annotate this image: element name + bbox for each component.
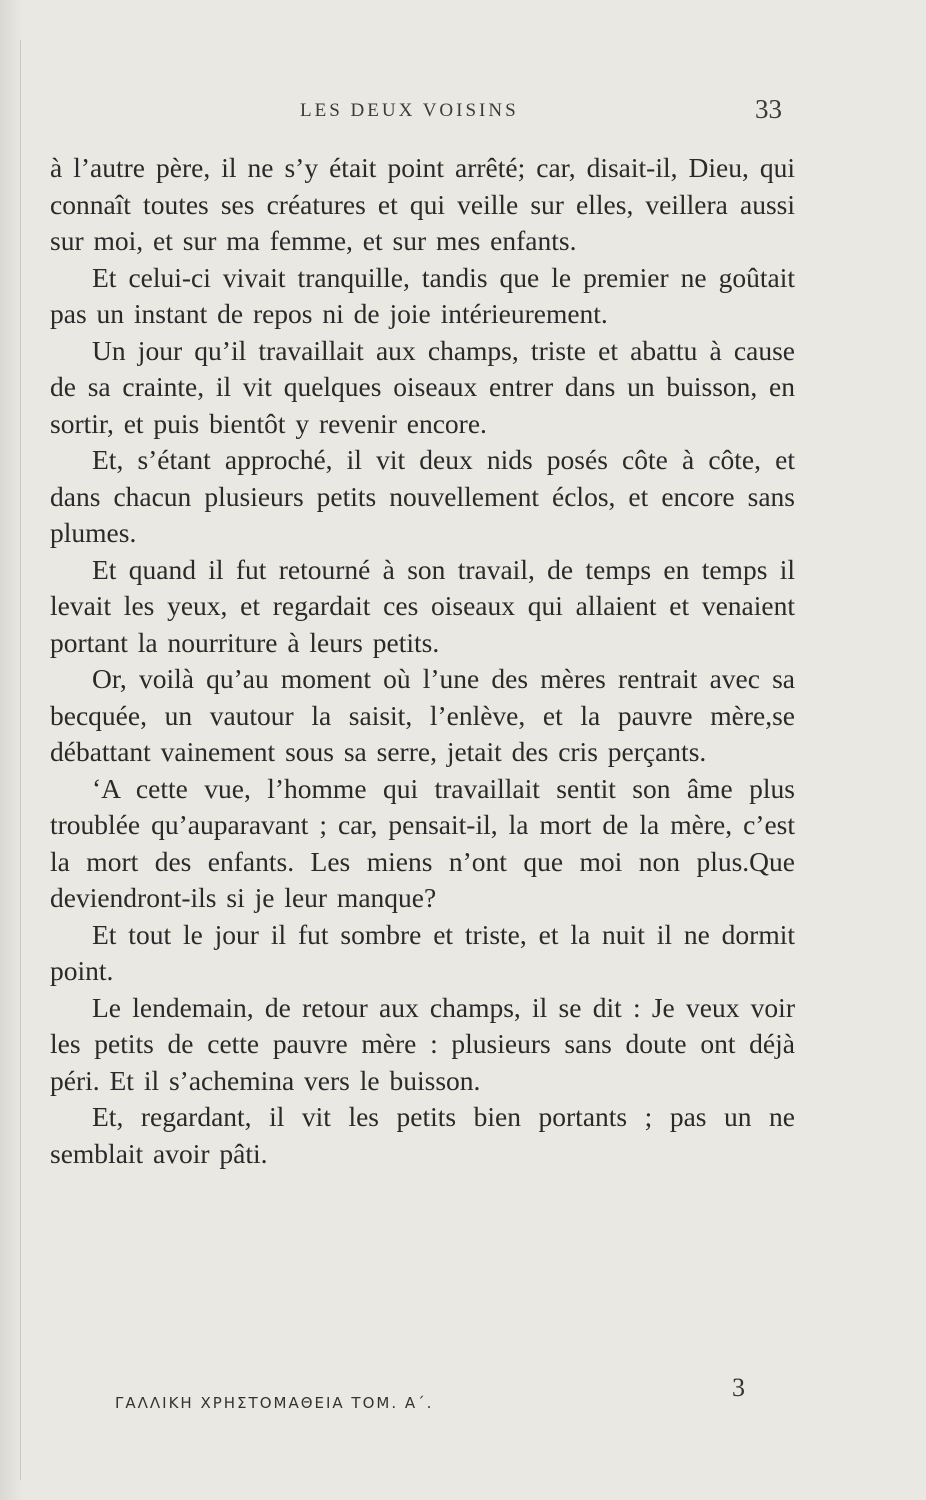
paragraph-1: à l’autre père, il ne s’y était point arrêté; car, disait-il, Dieu, qui connaît toutes ses créatures et qui veille sur elles, veillera aussi sur moi, et sur ma femme, et sur mes enfants. <box>50 152 795 256</box>
page-binding-shadow <box>0 0 22 1500</box>
paragraph-3: Un jour qu’il travaillait aux champs, triste et abattu à cause de sa crainte, il vit quelques oiseaux entrer dans un buisson, en sortir, et puis bientôt y revenir encore. <box>50 334 795 439</box>
paragraph-6: Or, voilà qu’au moment où l’une des mères rentrait avec sa becquée, un vautour la saisit, l’enlève, et la pauvre mère,se débattant vainement sous sa serre, jetait des cris perçants. <box>50 663 795 767</box>
paragraph-4: Et, s’étant approché, il vit deux nids posés côte à côte, et dans chacun plusieurs petits nouvellement éclos, et encore sans plumes. <box>50 444 795 548</box>
body-text <box>50 150 795 1172</box>
paragraph-5: Et quand il fut retourné à son travail, de temps en temps il levait les yeux, et regardait ces oiseaux qui allaient et venaient portant la nourriture à leurs petits. <box>50 553 795 658</box>
page-number: 33 <box>755 94 782 124</box>
footer-signature: ΓΑΛΛΙΚΗ ΧΡΗΣΤΟΜΑΘΕΙΑ ΤΟΜ. Α΄. <box>115 1394 434 1412</box>
paragraph-10: Et, regardant, il vit les petits bien portants ; pas un ne semblait avoir pâti. <box>50 1101 795 1169</box>
page-edge-line <box>20 40 21 1480</box>
running-title: LES DEUX VOISINS <box>300 100 519 121</box>
footer-sheet-number: 3 <box>732 1373 745 1402</box>
paragraph-8: Et tout le jour il fut sombre et triste, et la nuit il ne dormit point. <box>50 918 795 986</box>
paragraph-7: ‘A cette vue, l’homme qui travaillait sentit son âme plus troublée qu’auparavant ; car, pensait-il, la mort de la mère, c’est la mort des enfants. Les miens n’ont que moi non plus.Que deviendront-ils si je leur manque? <box>50 772 795 913</box>
paragraph-2: Et celui-ci vivait tranquille, tandis que le premier ne goûtait pas un instant de repos ni de joie intérieurement. <box>50 261 795 329</box>
paragraph-9: Le lendemain, de retour aux champs, il se dit : Je veux voir les petits de cette pauvre mère : plusieurs sans doute ont déjà péri. Et il s’achemina vers le buisson. <box>50 991 795 1096</box>
